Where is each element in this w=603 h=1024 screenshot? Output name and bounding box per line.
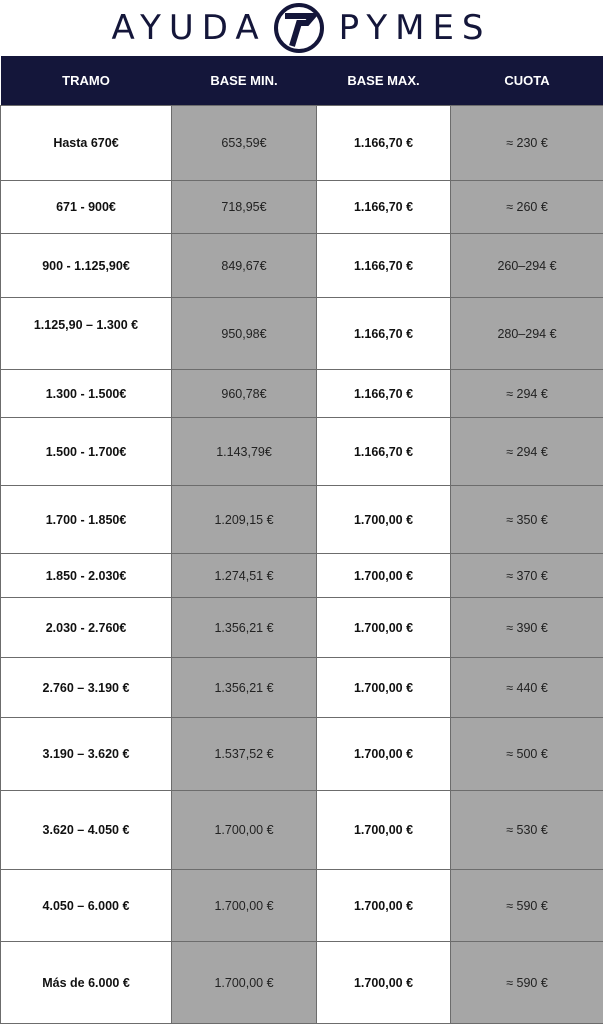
cell-cuota: ≈ 350 €: [451, 486, 603, 554]
cell-cuota: ≈ 390 €: [451, 598, 603, 658]
cell-base-min: 1.700,00 €: [172, 870, 317, 942]
table-row: [1, 718, 603, 791]
table-row: [1, 942, 603, 1024]
cell-cuota: ≈ 370 €: [451, 554, 603, 598]
header-cuota: CUOTA: [451, 56, 603, 106]
table-row: [1, 870, 603, 942]
table-row: [1, 298, 603, 370]
table-body: [1, 106, 603, 1024]
cell-base-min: 1.143,79€: [172, 418, 317, 486]
cell-tramo: 1.500 - 1.700€: [1, 418, 172, 486]
cell-base-max: 1.166,70 €: [317, 370, 451, 418]
cell-tramo: 1.700 - 1.850€: [1, 486, 172, 554]
cell-cuota: ≈ 590 €: [451, 942, 603, 1024]
cell-cuota: ≈ 294 €: [451, 418, 603, 486]
cell-base-min: 1.274,51 €: [172, 554, 317, 598]
cell-base-max: 1.700,00 €: [317, 486, 451, 554]
table-row: [1, 598, 603, 658]
numeral-seven-circle-logo: [273, 2, 325, 54]
cell-tramo: 4.050 – 6.000 €: [1, 870, 172, 942]
cell-base-max: 1.700,00 €: [317, 718, 451, 791]
header-row: [1, 56, 603, 106]
cell-tramo: 2.760 – 3.190 €: [1, 658, 172, 718]
cell-cuota: 280–294 €: [451, 298, 603, 370]
cell-cuota: ≈ 440 €: [451, 658, 603, 718]
cell-base-max: 1.700,00 €: [317, 658, 451, 718]
brand-name-right: PYMES: [338, 8, 492, 48]
cell-base-min: 1.700,00 €: [172, 942, 317, 1024]
cell-base-max: 1.700,00 €: [317, 791, 451, 870]
cell-base-max: 1.700,00 €: [317, 554, 451, 598]
table-row: [1, 658, 603, 718]
cell-base-min: 653,59€: [172, 106, 317, 181]
cell-base-min: 1.356,21 €: [172, 658, 317, 718]
cell-tramo: 2.030 - 2.760€: [1, 598, 172, 658]
cell-base-min: 950,98€: [172, 298, 317, 370]
cell-base-min: 1.209,15 €: [172, 486, 317, 554]
table-row: [1, 370, 603, 418]
cell-tramo: 3.620 – 4.050 €: [1, 791, 172, 870]
cell-base-min: 960,78€: [172, 370, 317, 418]
header-base-min: BASE MIN.: [172, 56, 317, 106]
header-base-max: BASE MAX.: [317, 56, 451, 106]
cell-base-min: 1.700,00 €: [172, 791, 317, 870]
cell-base-max: 1.166,70 €: [317, 106, 451, 181]
table-row: [1, 106, 603, 181]
table-header: [1, 56, 603, 106]
brand-header: [0, 0, 603, 56]
cell-base-max: 1.166,70 €: [317, 234, 451, 298]
cell-base-min: 1.356,21 €: [172, 598, 317, 658]
cell-base-max: 1.166,70 €: [317, 298, 451, 370]
cell-base-min: 718,95€: [172, 181, 317, 234]
cell-tramo: 900 - 1.125,90€: [1, 234, 172, 298]
table-row: [1, 791, 603, 870]
cell-tramo: Hasta 670€: [1, 106, 172, 181]
cell-base-max: 1.700,00 €: [317, 942, 451, 1024]
table-row: [1, 181, 603, 234]
cell-cuota: ≈ 260 €: [451, 181, 603, 234]
cell-cuota: 260–294 €: [451, 234, 603, 298]
brand-name-left: AYUDA: [111, 8, 267, 48]
cell-cuota: ≈ 230 €: [451, 106, 603, 181]
header-tramo: TRAMO: [1, 56, 172, 106]
table-row: [1, 234, 603, 298]
cell-tramo: 1.125,90 – 1.300 €: [1, 298, 172, 370]
rates-table: [0, 56, 603, 1024]
cell-cuota: ≈ 590 €: [451, 870, 603, 942]
cell-tramo: 671 - 900€: [1, 181, 172, 234]
cell-base-max: 1.700,00 €: [317, 870, 451, 942]
cell-base-min: 849,67€: [172, 234, 317, 298]
cell-tramo: Más de 6.000 €: [1, 942, 172, 1024]
table-row: [1, 486, 603, 554]
cell-cuota: ≈ 294 €: [451, 370, 603, 418]
cell-base-min: 1.537,52 €: [172, 718, 317, 791]
cell-tramo: 1.300 - 1.500€: [1, 370, 172, 418]
cell-tramo: 1.850 - 2.030€: [1, 554, 172, 598]
table-row: [1, 554, 603, 598]
cell-base-max: 1.166,70 €: [317, 181, 451, 234]
cell-cuota: ≈ 530 €: [451, 791, 603, 870]
cell-cuota: ≈ 500 €: [451, 718, 603, 791]
table-row: [1, 418, 603, 486]
cell-tramo: 3.190 – 3.620 €: [1, 718, 172, 791]
cell-base-max: 1.700,00 €: [317, 598, 451, 658]
cell-base-max: 1.166,70 €: [317, 418, 451, 486]
